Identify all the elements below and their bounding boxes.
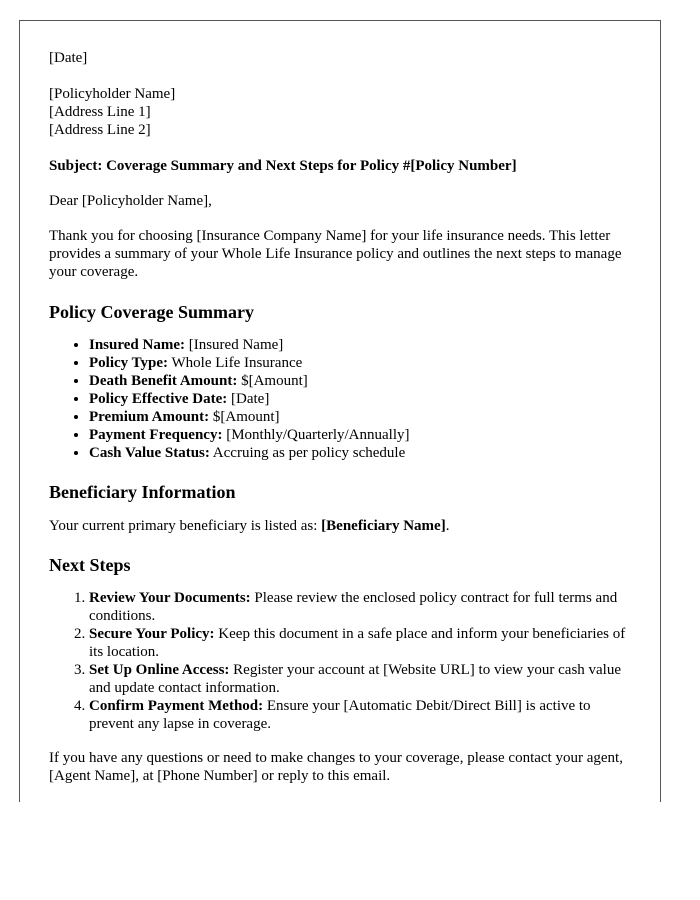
- coverage-item-label: Cash Value Status:: [89, 445, 210, 461]
- coverage-item-value: $[Amount]: [209, 409, 280, 425]
- address-line-name: [Policyholder Name]: [49, 86, 176, 102]
- coverage-item-policy-type: [89, 354, 631, 372]
- next-step-secure-policy: [89, 625, 631, 661]
- coverage-item-value: Whole Life Insurance: [168, 355, 303, 371]
- beneficiary-paragraph: [49, 517, 631, 535]
- coverage-item-label: Payment Frequency:: [89, 427, 223, 443]
- coverage-list: [49, 336, 631, 462]
- coverage-item-payment-frequency: [89, 426, 631, 444]
- next-step-payment-method: [89, 697, 631, 733]
- coverage-item-label: Insured Name:: [89, 337, 185, 353]
- coverage-heading: Policy Coverage Summary: [49, 302, 254, 322]
- coverage-item-value: $[Amount]: [237, 373, 308, 389]
- beneficiary-prefix: Your current primary beneficiary is listed as:: [49, 518, 322, 534]
- beneficiary-heading: Beneficiary Information: [49, 482, 236, 502]
- coverage-item-value: [Insured Name]: [184, 337, 284, 353]
- intro-paragraph: Thank you for choosing [Insurance Company Name] for your life insurance needs. This letter provides a summary of your Whole Life Insurance policy and outlines the next steps to manage your coverage.: [49, 228, 622, 280]
- coverage-item-effective-date: [89, 390, 631, 408]
- coverage-item-death-benefit: [89, 372, 631, 390]
- beneficiary-suffix: .: [445, 518, 450, 534]
- closing-paragraph: If you have any questions or need to make changes to your coverage, please contact your agent, [Agent Name], at [Phone Number] or reply to this email.: [49, 750, 623, 784]
- next-step-text: Please review the enclosed policy contract for full terms and conditions.: [89, 590, 618, 624]
- address-line-1: [Address Line 1]: [49, 104, 151, 120]
- coverage-item-label: Premium Amount:: [89, 409, 210, 425]
- next-step-review-documents: [89, 589, 631, 625]
- salutation: Dear [Policyholder Name],: [49, 193, 212, 209]
- address-line-2: [Address Line 2]: [49, 122, 151, 138]
- next-step-label: Confirm Payment Method:: [89, 698, 264, 714]
- next-step-text: Ensure your [Automatic Debit/Direct Bill] is active to prevent any lapse in coverage.: [89, 698, 591, 732]
- next-step-label: Review Your Documents:: [89, 590, 251, 606]
- coverage-item-label: Policy Effective Date:: [89, 391, 228, 407]
- coverage-item-label: Death Benefit Amount:: [89, 373, 238, 389]
- next-steps-heading: Next Steps: [49, 555, 131, 575]
- letter-page: [19, 20, 661, 802]
- coverage-item-cash-value: [89, 444, 631, 462]
- beneficiary-name: [Beneficiary Name]: [321, 518, 446, 534]
- coverage-item-value: Accruing as per policy schedule: [209, 445, 406, 461]
- next-step-text: Register your account at [Website URL] to view your cash value and update contact information.: [89, 662, 622, 696]
- coverage-item-insured-name: [89, 336, 631, 354]
- next-step-label: Set Up Online Access:: [89, 662, 230, 678]
- coverage-item-label: Policy Type:: [89, 355, 169, 371]
- next-step-label: Secure Your Policy:: [89, 626, 215, 642]
- coverage-item-premium: [89, 408, 631, 426]
- next-step-online-access: [89, 661, 631, 697]
- letter-subject: Subject: Coverage Summary and Next Steps for Policy #[Policy Number]: [49, 158, 517, 174]
- coverage-item-value: [Date]: [227, 391, 270, 407]
- letter-date: [Date]: [49, 50, 88, 66]
- coverage-item-value: [Monthly/Quarterly/Annually]: [222, 427, 410, 443]
- recipient-address: [49, 85, 631, 139]
- next-steps-list: [49, 589, 631, 733]
- next-step-text: Keep this document in a safe place and inform your beneficiaries of its location.: [89, 626, 626, 660]
